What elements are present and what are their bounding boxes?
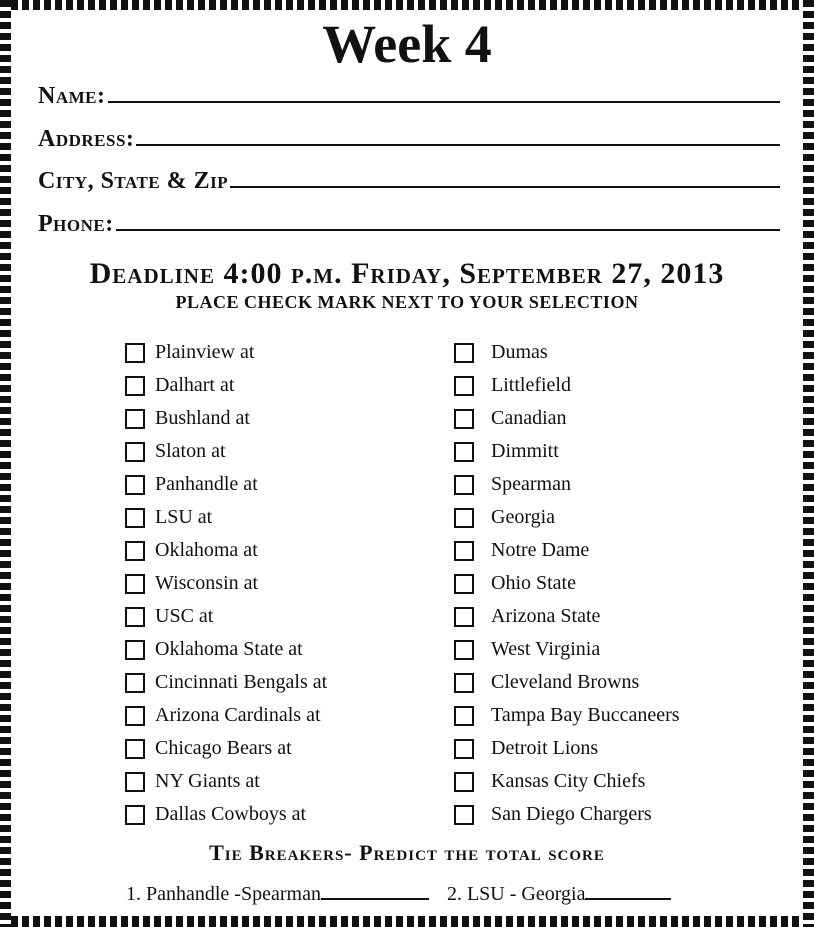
phone-label: Phone: xyxy=(38,211,114,237)
home-team-label: Spearman xyxy=(491,473,571,495)
home-team-label: Georgia xyxy=(491,506,556,528)
home-team-checkbox[interactable] xyxy=(454,475,474,495)
game-row xyxy=(0,568,814,598)
city-state-zip-label: City, State & Zip xyxy=(38,168,229,194)
home-team-checkbox[interactable] xyxy=(454,343,474,363)
away-team-label: Plainview at xyxy=(155,341,255,363)
phone-field[interactable] xyxy=(38,202,780,236)
home-team-checkbox[interactable] xyxy=(454,607,474,627)
home-team-label: West Virginia xyxy=(491,638,601,660)
home-team-label: Detroit Lions xyxy=(491,737,599,759)
away-team-checkbox[interactable] xyxy=(125,607,145,627)
away-team-checkbox[interactable] xyxy=(125,706,145,726)
home-team-checkbox[interactable] xyxy=(454,574,474,594)
home-team-checkbox[interactable] xyxy=(454,508,474,528)
game-row xyxy=(0,403,814,433)
tie-breakers-row xyxy=(126,882,671,906)
away-team-checkbox[interactable] xyxy=(125,508,145,528)
game-row xyxy=(0,502,814,532)
game-row xyxy=(0,700,814,730)
game-row xyxy=(0,799,814,829)
away-team-checkbox[interactable] xyxy=(125,541,145,561)
home-team-checkbox[interactable] xyxy=(454,640,474,660)
home-team-label: Arizona State xyxy=(491,605,601,627)
tie-breaker-2-blank[interactable] xyxy=(585,882,671,900)
address-label: Address: xyxy=(38,126,135,152)
game-row xyxy=(0,469,814,499)
address-field[interactable] xyxy=(38,117,780,151)
city-state-zip-blank-line[interactable] xyxy=(230,185,780,188)
game-row xyxy=(0,766,814,796)
away-team-label: USC at xyxy=(155,605,214,627)
home-team-label: Dumas xyxy=(491,341,548,363)
home-team-label: Cleveland Browns xyxy=(491,671,640,693)
name-label: Name: xyxy=(38,83,106,109)
game-row xyxy=(0,370,814,400)
home-team-checkbox[interactable] xyxy=(454,739,474,759)
game-row xyxy=(0,535,814,565)
home-team-checkbox[interactable] xyxy=(454,772,474,792)
away-team-checkbox[interactable] xyxy=(125,442,145,462)
home-team-checkbox[interactable] xyxy=(454,376,474,396)
home-team-checkbox[interactable] xyxy=(454,673,474,693)
game-row xyxy=(0,733,814,763)
away-team-checkbox[interactable] xyxy=(125,574,145,594)
home-team-label: Notre Dame xyxy=(491,539,590,561)
away-team-label: Chicago Bears at xyxy=(155,737,292,759)
home-team-label: Littlefield xyxy=(491,374,571,396)
tie-breakers-heading: Tie Breakers- Predict the total score xyxy=(209,840,605,865)
away-team-label: Dalhart at xyxy=(155,374,235,396)
game-row xyxy=(0,634,814,664)
away-team-checkbox[interactable] xyxy=(125,409,145,429)
away-team-checkbox[interactable] xyxy=(125,343,145,363)
city-state-zip-field[interactable] xyxy=(38,159,780,193)
away-team-checkbox[interactable] xyxy=(125,376,145,396)
away-team-label: Panhandle at xyxy=(155,473,258,495)
home-team-checkbox[interactable] xyxy=(454,706,474,726)
name-field[interactable] xyxy=(38,74,780,108)
away-team-checkbox[interactable] xyxy=(125,475,145,495)
home-team-label: San Diego Chargers xyxy=(491,803,652,825)
home-team-label: Tampa Bay Buccaneers xyxy=(491,704,680,726)
home-team-checkbox[interactable] xyxy=(454,541,474,561)
away-team-label: LSU at xyxy=(155,506,213,528)
dotted-border-bottom xyxy=(0,916,814,927)
away-team-checkbox[interactable] xyxy=(125,805,145,825)
phone-blank-line[interactable] xyxy=(116,228,780,231)
away-team-label: NY Giants at xyxy=(155,770,260,792)
tie-breaker-1-blank[interactable] xyxy=(321,882,429,900)
away-team-checkbox[interactable] xyxy=(125,772,145,792)
address-blank-line[interactable] xyxy=(136,143,780,146)
away-team-label: Cincinnati Bengals at xyxy=(155,671,328,693)
away-team-label: Bushland at xyxy=(155,407,250,429)
home-team-checkbox[interactable] xyxy=(454,409,474,429)
home-team-checkbox[interactable] xyxy=(454,805,474,825)
instruction-text: PLACE CHECK MARK NEXT TO YOUR SELECTION xyxy=(175,292,639,312)
game-row xyxy=(0,667,814,697)
name-blank-line[interactable] xyxy=(108,100,781,103)
tie-breaker-1-label: 1. Panhandle -Spearman xyxy=(126,883,321,905)
away-team-checkbox[interactable] xyxy=(125,673,145,693)
page-title: Week 4 xyxy=(322,14,492,74)
away-team-label: Oklahoma State at xyxy=(155,638,303,660)
away-team-label: Oklahoma at xyxy=(155,539,258,561)
home-team-checkbox[interactable] xyxy=(454,442,474,462)
home-team-label: Kansas City Chiefs xyxy=(491,770,646,792)
away-team-label: Wisconsin at xyxy=(155,572,259,594)
game-row xyxy=(0,337,814,367)
home-team-label: Dimmitt xyxy=(491,440,559,462)
home-team-label: Canadian xyxy=(491,407,567,429)
game-row xyxy=(0,436,814,466)
away-team-checkbox[interactable] xyxy=(125,739,145,759)
away-team-checkbox[interactable] xyxy=(125,640,145,660)
deadline-heading: Deadline 4:00 p.m. Friday, September 27, 2013 xyxy=(89,257,725,290)
home-team-label: Ohio State xyxy=(491,572,576,594)
game-row xyxy=(0,601,814,631)
away-team-label: Arizona Cardinals at xyxy=(155,704,321,726)
away-team-label: Dallas Cowboys at xyxy=(155,803,307,825)
tie-breaker-2-label: 2. LSU - Georgia xyxy=(446,883,586,905)
dotted-border-top xyxy=(0,0,814,10)
away-team-label: Slaton at xyxy=(155,440,226,462)
